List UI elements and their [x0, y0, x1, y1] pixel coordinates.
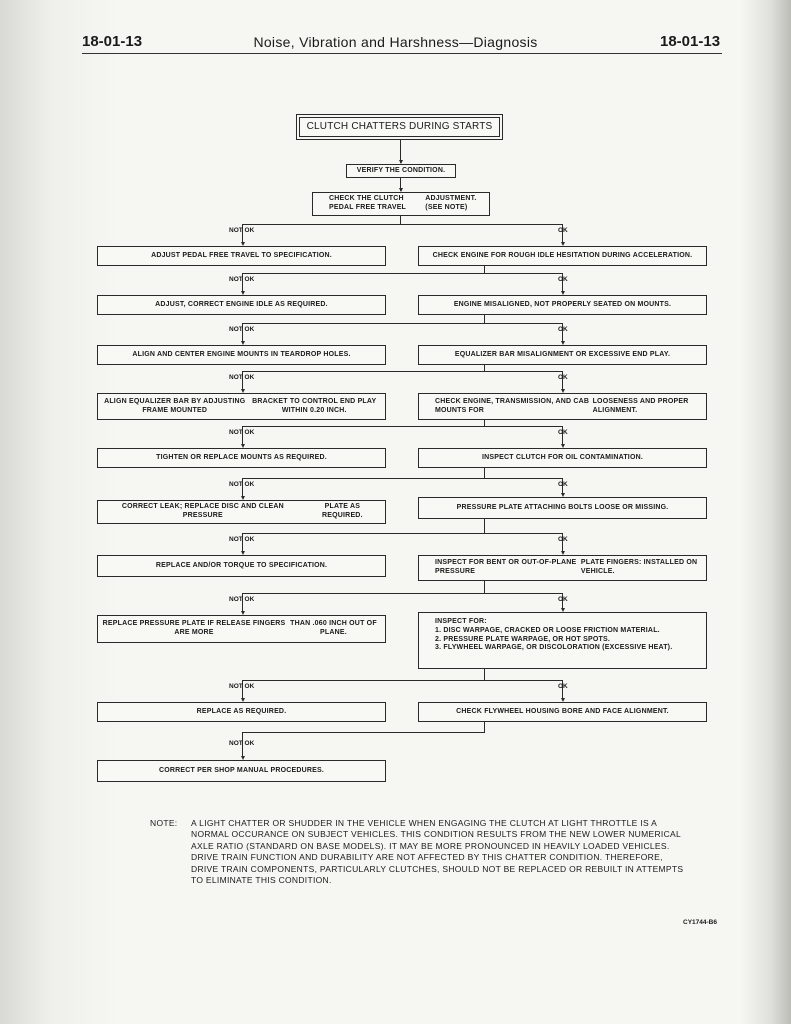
- note-line: A LIGHT CHATTER OR SHUDDER IN THE VEHICLE WHEN ENGAGING THE CLUTCH AT LIGHT THROTTLE IS A: [191, 818, 658, 828]
- ok-label: OK: [558, 481, 568, 488]
- ok-label: OK: [558, 429, 568, 436]
- connector-line: [242, 371, 563, 372]
- flow-title: CLUTCH CHATTERS DURING STARTS: [299, 117, 500, 137]
- connector-line: [242, 533, 563, 534]
- ok-label: OK: [558, 683, 568, 690]
- note-line: NORMAL OCCURANCE ON SUBJECT VEHICLES. THIS CONDITION RESULTS FROM THE NEW LOWER NUMERICAL: [191, 829, 682, 840]
- ok-label: OK: [558, 596, 568, 603]
- connector-line: [242, 680, 563, 681]
- figure-code: CY1744-B6: [683, 919, 717, 926]
- box-text: 2. PRESSURE PLATE WARPAGE, OR HOT SPOTS.: [435, 635, 610, 643]
- final-action-box: [97, 760, 386, 782]
- box-text: ADJUSTMENT. (SEE NOTE): [425, 195, 477, 211]
- not-ok-label: NOT OK: [229, 326, 255, 333]
- left-action-box: [97, 345, 386, 365]
- page-title: Noise, Vibration and Harshness—Diagnosis: [253, 34, 538, 50]
- left-action-box: [97, 500, 386, 524]
- right-check-box: [418, 448, 707, 468]
- connector-line: [484, 581, 485, 593]
- right-check-box: [418, 555, 707, 581]
- right-check-box: [418, 702, 707, 722]
- left-action-box: [97, 555, 386, 577]
- connector-line: [242, 224, 563, 225]
- page-number-left: 18-01-13: [82, 33, 143, 50]
- connector-line: [242, 273, 563, 274]
- connector-line: [242, 478, 563, 479]
- box-text: ADJUST, CORRECT ENGINE IDLE AS REQUIRED.: [155, 300, 328, 308]
- box-text: EQUALIZER BAR MISALIGNMENT OR EXCESSIVE END PLAY.: [454, 350, 671, 358]
- connector-line: [400, 216, 401, 224]
- box-text: INSPECT CLUTCH FOR OIL CONTAMINATION.: [481, 453, 643, 461]
- box-text: CORRECT PER SHOP MANUAL PROCEDURES.: [158, 766, 325, 774]
- not-ok-label: NOT OK: [229, 276, 255, 283]
- not-ok-label: NOT OK: [229, 596, 255, 603]
- connector-line: [484, 468, 485, 478]
- right-check-box: [418, 246, 707, 266]
- box-text: 3. FLYWHEEL WARPAGE, OR DISCOLORATION (EXCESSIVE HEAT).: [435, 644, 673, 652]
- left-action-box: [97, 448, 386, 468]
- left-action-box: [97, 393, 386, 420]
- box-text: PLATE FINGERS: INSTALLED ON VEHICLE.: [580, 559, 698, 575]
- box-text: REPLACE AND/OR TORQUE TO SPECIFICATION.: [155, 561, 328, 569]
- header-rule: [82, 53, 722, 54]
- right-check-box: [418, 345, 707, 365]
- box-text: CHECK ENGINE, TRANSMISSION, AND CAB MOUNTS FOR: [435, 397, 590, 414]
- right-check-box: [418, 497, 707, 519]
- box-text: PRESSURE PLATE ATTACHING BOLTS LOOSE OR MISSING.: [456, 503, 669, 511]
- not-ok-label: NOT OK: [229, 374, 255, 381]
- right-check-box: [418, 393, 707, 420]
- left-action-box: [97, 615, 386, 643]
- box-text: PLATE AS REQUIRED.: [322, 503, 363, 519]
- connector-line: [242, 426, 563, 427]
- box-text: ADJUST PEDAL FREE TRAVEL TO SPECIFICATION.: [151, 251, 332, 259]
- box-text: ALIGN EQUALIZER BAR BY ADJUSTING FRAME MOUNTED: [104, 397, 246, 414]
- box-text: ALIGN AND CENTER ENGINE MOUNTS IN TEARDROP HOLES.: [132, 350, 351, 358]
- box-text: INSPECT FOR:: [435, 618, 487, 625]
- box-text: BRACKET TO CONTROL END PLAY WITHIN 0.20 INCH.: [252, 397, 377, 414]
- connector-line: [484, 519, 485, 533]
- box-text: ENGINE MISALIGNED, NOT PROPERLY SEATED ON MOUNTS.: [453, 300, 672, 308]
- verify-box: [346, 164, 456, 178]
- not-ok-label: NOT OK: [229, 536, 255, 543]
- note-line: DRIVE TRAIN COMPONENTS, PARTICULARLY CLUTCHES, SHOULD NOT BE REPLACED OR REBUILT IN ATTEMPTS: [191, 863, 684, 874]
- ok-label: OK: [558, 326, 568, 333]
- box-text: 1. DISC WARPAGE, CRACKED OR LOOSE FRICTION MATERIAL.: [435, 626, 660, 634]
- ok-label: OK: [558, 227, 568, 234]
- note-line: DRIVE TRAIN FUNCTION AND DURABILITY ARE NOT AFFECTED BY THIS CHATTER CONDITION. THEREFORE,: [191, 852, 663, 863]
- left-action-box: [97, 295, 386, 315]
- not-ok-label: NOT OK: [229, 227, 255, 234]
- note-line: TO ELIMINATE THIS CONDITION.: [191, 875, 332, 886]
- box-text: INSPECT FOR BENT OR OUT-OF-PLANE PRESSURE: [435, 559, 577, 575]
- box-text: REPLACE AS REQUIRED.: [196, 707, 287, 715]
- box-text: VERIFY THE CONDITION.: [356, 166, 446, 174]
- box-text: CORRECT LEAK; REPLACE DISC AND CLEAN PRESSURE: [121, 503, 284, 519]
- connector-line: [242, 323, 563, 324]
- box-text: REPLACE PRESSURE PLATE IF RELEASE FINGERS ARE MORE: [102, 620, 286, 636]
- box-text: CHECK THE CLUTCH PEDAL FREE TRAVEL: [329, 195, 407, 211]
- box-text: CHECK ENGINE FOR ROUGH IDLE HESITATION DURING ACCELERATION.: [432, 251, 693, 259]
- ok-label: OK: [558, 374, 568, 381]
- right-check-box: [418, 612, 707, 669]
- note-body: [191, 818, 711, 886]
- page-number-right: 18-01-13: [660, 33, 721, 50]
- note-line: AXLE RATIO (STANDARD ON BASE MODELS). IT MAY BE MORE PRONOUNCED IN HEAVILY LOADED VEHICLES.: [191, 840, 670, 851]
- connector-line: [484, 315, 485, 323]
- connector-line: [484, 669, 485, 680]
- ok-label: OK: [558, 536, 568, 543]
- connector-line: [242, 593, 563, 594]
- not-ok-label: NOT OK: [229, 429, 255, 436]
- left-action-box: [97, 702, 386, 722]
- not-ok-label: NOT OK: [229, 683, 255, 690]
- connector-line: [484, 722, 485, 732]
- not-ok-label: NOT OK: [229, 740, 255, 747]
- connector-line: [484, 266, 485, 273]
- box-text: TIGHTEN OR REPLACE MOUNTS AS REQUIRED.: [156, 453, 327, 461]
- ok-label: OK: [558, 276, 568, 283]
- box-text: CHECK FLYWHEEL HOUSING BORE AND FACE ALIGNMENT.: [456, 707, 669, 715]
- note-label: NOTE:: [150, 818, 178, 828]
- check-pedal-box: [312, 192, 490, 216]
- left-action-box: [97, 246, 386, 266]
- box-text: THAN .060 INCH OUT OF PLANE.: [290, 620, 377, 636]
- box-text: LOOSENESS AND PROPER ALIGNMENT.: [592, 397, 689, 414]
- right-check-box: [418, 295, 707, 315]
- connector-line: [242, 732, 485, 733]
- not-ok-label: NOT OK: [229, 481, 255, 488]
